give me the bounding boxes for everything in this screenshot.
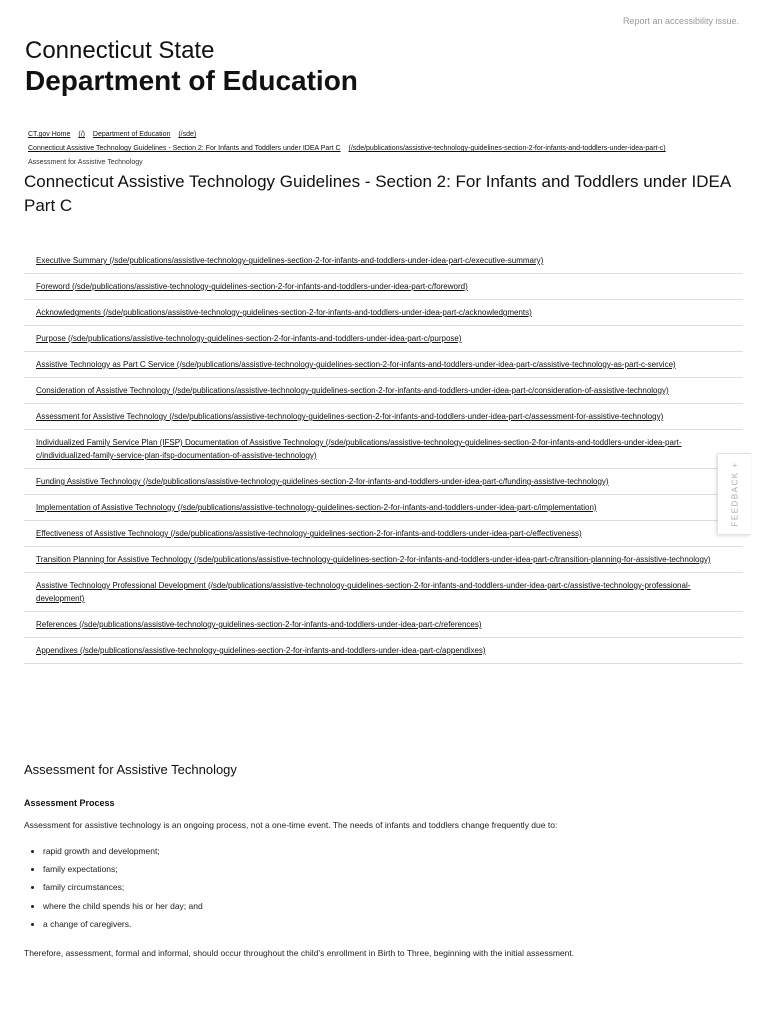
toc-item [24, 612, 743, 638]
toc-link-funding[interactable]: Funding Assistive Technology (/sde/publications/assistive-technology-guidelines-section-2-for-infants-and-toddlers-under-idea-part-c/funding-assistive-technology) [36, 477, 609, 486]
list-item: • where the child spends his or her day; and [43, 897, 203, 915]
toc-item [24, 326, 743, 352]
toc-item [24, 521, 743, 547]
toc-link-assessment[interactable]: Assessment for Assistive Technology (/sde/publications/assistive-technology-guidelines-section-2-for-infants-and-toddlers-under-idea-part-c/assessment-for-assistive-technology) [36, 412, 664, 421]
toc-item [24, 547, 743, 573]
list-item: • a change of caregivers. [43, 915, 203, 933]
breadcrumb-current: Assessment for Assistive Technology [28, 159, 143, 166]
subsection-heading: Assessment Process [24, 798, 115, 808]
toc-link-acknowledgments[interactable]: Acknowledgments (/sde/publications/assistive-technology-guidelines-section-2-for-infants-and-toddlers-under-idea-part-c/acknowledgments) [36, 308, 532, 317]
breadcrumb-guidelines-url[interactable]: (/sde/publications/assistive-technology-guidelines-section-2-for-infants-and-toddlers-under-idea-part-c) [348, 145, 666, 152]
breadcrumb-ct-home-url[interactable]: (/) [78, 131, 85, 138]
toc-link-ifsp[interactable]: Individualized Family Service Plan (IFSP) Documentation of Assistive Technology (/sde/publications/assistive-technology-guidelines-section-2-for-infants-and-toddlers-under-idea-part-c/individualized-family-service-plan-ifsp-documentation-of-assistive-technology) [36, 438, 682, 460]
feedback-tab[interactable] [717, 453, 751, 535]
toc-link-transition-planning[interactable]: Transition Planning for Assistive Technology (/sde/publications/assistive-technology-guidelines-section-2-for-infants-and-toddlers-under-idea-part-c/transition-planning-for-assistive-technology) [36, 555, 711, 564]
list-item: • rapid growth and development; [43, 842, 203, 860]
breadcrumb [28, 128, 748, 170]
breadcrumb-row-2 [28, 142, 748, 156]
toc-link-professional-development[interactable]: Assistive Technology Professional Development (/sde/publications/assistive-technology-guidelines-section-2-for-infants-and-toddlers-under-idea-part-c/assistive-technology-professional-development) [36, 581, 691, 603]
accessibility-issue-link[interactable]: Report an accessibility issue. [622, 16, 739, 26]
toc-item [24, 378, 743, 404]
brand-line1: Connecticut State [25, 37, 215, 64]
toc-item [24, 638, 743, 664]
section-heading: Assessment for Assistive Technology [24, 762, 237, 777]
toc-link-purpose[interactable]: Purpose (/sde/publications/assistive-technology-guidelines-section-2-for-infants-and-toddlers-under-idea-part-c/purpose) [36, 334, 462, 343]
closing-paragraph: Therefore, assessment, formal and informal, should occur throughout the child’s enrollment in Birth to Three, beginning with the initial assessment. [24, 948, 575, 958]
list-item: • family circumstances; [43, 878, 203, 896]
toc-item [24, 300, 743, 326]
breadcrumb-ct-home[interactable]: CT.gov Home [28, 131, 71, 138]
toc-item [24, 248, 743, 274]
breadcrumb-department[interactable]: Department of Education [92, 131, 171, 138]
toc-link-executive-summary[interactable]: Executive Summary (/sde/publications/assistive-technology-guidelines-section-2-for-infants-and-toddlers-under-idea-part-c/executive-summary) [36, 256, 544, 265]
feedback-label: FEEDBACK + [730, 461, 739, 527]
toc-item [24, 352, 743, 378]
toc-item [24, 430, 743, 469]
breadcrumb-department-url[interactable]: (/sde) [178, 131, 197, 138]
toc-link-part-c-service[interactable]: Assistive Technology as Part C Service (/sde/publications/assistive-technology-guidelines-section-2-for-infants-and-toddlers-under-idea-part-c/assistive-technology-as-part-c-service) [36, 360, 676, 369]
page-title: Connecticut Assistive Technology Guidelines - Section 2: For Infants and Toddlers under IDEA Part C [24, 172, 731, 215]
table-of-contents [24, 248, 743, 664]
site-brand[interactable] [25, 38, 358, 97]
factor-list [24, 842, 203, 933]
toc-item [24, 573, 743, 612]
brand-line2: Department of Education [25, 65, 358, 96]
breadcrumb-row-1 [28, 128, 748, 142]
toc-item [24, 469, 743, 495]
breadcrumb-guidelines[interactable]: Connecticut Assistive Technology Guidelines - Section 2: For Infants and Toddlers under IDEA Part C [28, 145, 341, 152]
toc-link-implementation[interactable]: Implementation of Assistive Technology (/sde/publications/assistive-technology-guidelines-section-2-for-infants-and-toddlers-under-idea-part-c/implementation) [36, 503, 597, 512]
toc-link-references[interactable]: References (/sde/publications/assistive-technology-guidelines-section-2-for-infants-and-toddlers-under-idea-part-c/references) [36, 620, 482, 629]
toc-link-effectiveness[interactable]: Effectiveness of Assistive Technology (/sde/publications/assistive-technology-guidelines-section-2-for-infants-and-toddlers-under-idea-part-c/effectiveness) [36, 529, 582, 538]
toc-link-appendixes[interactable]: Appendixes (/sde/publications/assistive-technology-guidelines-section-2-for-infants-and-toddlers-under-idea-part-c/appendixes) [36, 646, 486, 655]
breadcrumb-row-3 [28, 156, 748, 170]
toc-item [24, 495, 743, 521]
toc-link-consideration[interactable]: Consideration of Assistive Technology (/sde/publications/assistive-technology-guidelines-section-2-for-infants-and-toddlers-under-idea-part-c/consideration-of-assistive-technology) [36, 386, 669, 395]
toc-item [24, 404, 743, 430]
intro-paragraph: Assessment for assistive technology is an ongoing process, not a one-time event. The needs of infants and toddlers change frequently due to: [24, 820, 558, 830]
toc-item [24, 274, 743, 300]
toc-link-foreword[interactable]: Foreword (/sde/publications/assistive-technology-guidelines-section-2-for-infants-and-toddlers-under-idea-part-c/foreword) [36, 282, 468, 291]
list-item: • family expectations; [43, 860, 203, 878]
